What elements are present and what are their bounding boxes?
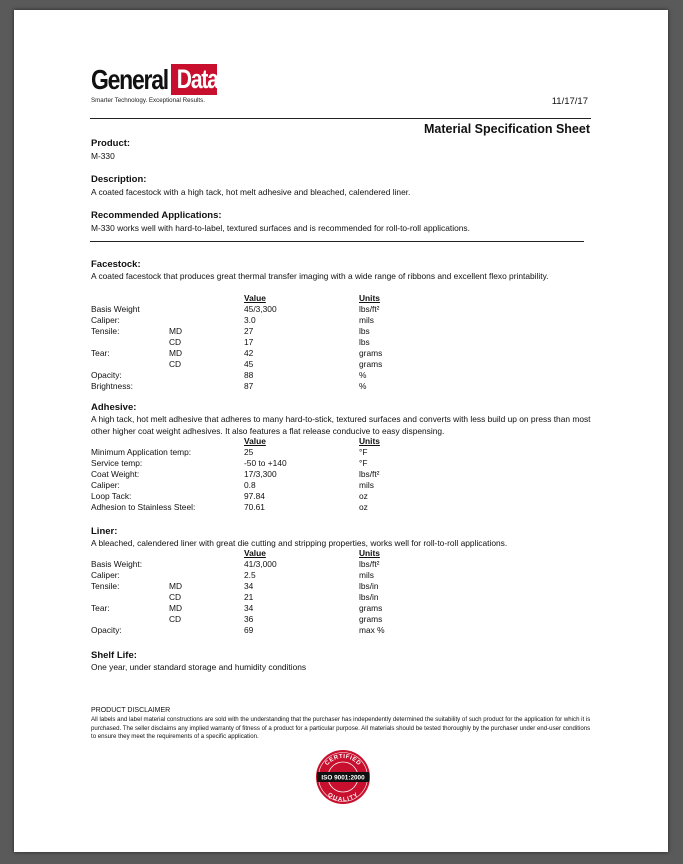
table-row	[14, 469, 668, 480]
section-divider	[90, 241, 584, 242]
direction: CD	[169, 614, 182, 624]
property-unit: mils	[359, 315, 374, 325]
property-value: 17	[244, 337, 254, 347]
table-row	[14, 491, 668, 502]
property-unit: %	[359, 370, 367, 380]
property-value: 42	[244, 348, 254, 358]
direction: MD	[169, 348, 183, 358]
description-label: Description:	[91, 174, 147, 185]
property-name: Tensile:	[91, 581, 120, 591]
table-row	[14, 337, 668, 348]
direction: CD	[169, 337, 182, 347]
property-unit: %	[359, 381, 367, 391]
property-name: Opacity:	[91, 625, 122, 635]
iso-certified-seal	[313, 747, 373, 807]
property-unit: °F	[359, 447, 368, 457]
table-row	[14, 370, 668, 381]
applications-label: Recommended Applications:	[91, 210, 222, 221]
property-value: 70.61	[244, 502, 265, 512]
shelf-life-label: Shelf Life:	[91, 650, 137, 661]
table-row	[14, 625, 668, 636]
property-value: 36	[244, 614, 254, 624]
property-name: Tensile:	[91, 326, 120, 336]
property-value: 27	[244, 326, 254, 336]
logo-wordmark-right: Data	[171, 64, 217, 95]
logo-wordmark-left: General	[91, 64, 168, 95]
table-row	[14, 480, 668, 491]
property-unit: lbs/ft²	[359, 469, 380, 479]
property-unit: mils	[359, 480, 374, 490]
description-text: A coated facestock with a high tack, hot melt adhesive and bleached, calendered liner.	[91, 187, 411, 197]
property-value: 88	[244, 370, 254, 380]
table-row	[14, 447, 668, 458]
property-unit: lbs	[359, 337, 370, 347]
product-value: M-330	[91, 151, 115, 161]
direction: MD	[169, 581, 183, 591]
units-column-header: Units	[359, 436, 380, 446]
table-row	[14, 359, 668, 370]
facestock-label: Facestock:	[91, 259, 141, 270]
property-name: Caliper:	[91, 315, 120, 325]
property-value: -50 to +140	[244, 458, 287, 468]
table-row	[14, 348, 668, 359]
property-value: 21	[244, 592, 254, 602]
property-value: 34	[244, 603, 254, 613]
property-unit: lbs/in	[359, 581, 379, 591]
product-label: Product:	[91, 138, 131, 149]
table-row	[14, 458, 668, 469]
property-value: 41/3,000	[244, 559, 277, 569]
seal-bottom-text: QUALITY	[326, 792, 360, 804]
property-value: 69	[244, 625, 254, 635]
property-name: Opacity:	[91, 370, 122, 380]
table-row	[14, 592, 668, 603]
property-unit: lbs/in	[359, 592, 379, 602]
property-unit: oz	[359, 491, 368, 501]
property-name: Basis Weight:	[91, 559, 143, 569]
direction: MD	[169, 326, 183, 336]
property-name: Brightness:	[91, 381, 133, 391]
property-value: 34	[244, 581, 254, 591]
page-title: Material Specification Sheet	[423, 122, 590, 136]
property-unit: grams	[359, 614, 383, 624]
facestock-text: A coated facestock that produces great thermal transfer imaging with a wide range of ribbons and excellent flexo printability.	[91, 271, 549, 281]
property-unit: grams	[359, 348, 383, 358]
property-value: 45	[244, 359, 254, 369]
property-unit: oz	[359, 502, 368, 512]
table-row	[14, 304, 668, 315]
property-unit: °F	[359, 458, 368, 468]
property-value: 25	[244, 447, 254, 457]
property-name: Service temp:	[91, 458, 143, 468]
property-value: 87	[244, 381, 254, 391]
property-value: 45/3,300	[244, 304, 277, 314]
direction: CD	[169, 592, 182, 602]
property-name: Tear:	[91, 603, 110, 613]
direction: CD	[169, 359, 182, 369]
value-column-header: Value	[244, 548, 266, 558]
table-row	[14, 559, 668, 570]
liner-text: A bleached, calendered liner with great die cutting and stripping properties, works well for roll-to-roll applications.	[91, 538, 508, 548]
adhesive-text: A high tack, hot melt adhesive that adheres to many hard-to-stick, textured surfaces and converts with less build up on press than most other higher coat weight adhesives. It also features a flat release conducive to easy dispensing.	[91, 414, 591, 436]
property-name: Basis Weight	[91, 304, 140, 314]
table-row	[14, 603, 668, 614]
seal-graphic	[313, 747, 373, 807]
table-row	[14, 614, 668, 625]
adhesive-label: Adhesive:	[91, 402, 137, 413]
header-divider	[90, 118, 591, 119]
property-unit: lbs	[359, 326, 370, 336]
adhesive-table-header	[14, 436, 668, 447]
disclaimer-text: All labels and label material constructions are sold with the understanding that the purchaser has independently determined the suitability of such product for the application for which it is purchased. The seller disclaims any implied warranty of fitness of a product for a particular purpose. All materials should be tested thoroughly by the purchaser under end-user conditions to ensure they meet the requirements of a specific application.	[91, 716, 591, 741]
property-unit: grams	[359, 603, 383, 613]
table-row	[14, 315, 668, 326]
liner-table-header	[14, 548, 668, 559]
units-column-header: Units	[359, 548, 380, 558]
document-page	[14, 10, 668, 852]
value-column-header: Value	[244, 293, 266, 303]
property-unit: lbs/ft²	[359, 304, 380, 314]
seal-top-text: CERTIFIED	[324, 753, 362, 768]
property-unit: max %	[359, 625, 385, 635]
property-name: Loop Tack:	[91, 491, 132, 501]
logo-tagline: Smarter Technology. Exceptional Results.	[91, 97, 205, 104]
property-value: 97.84	[244, 491, 265, 501]
table-row	[14, 326, 668, 337]
document-date: 11/17/17	[551, 96, 588, 107]
table-row	[14, 570, 668, 581]
property-name: Adhesion to Stainless Steel:	[91, 502, 196, 512]
property-name: Caliper:	[91, 570, 120, 580]
property-value: 2.5	[244, 570, 256, 580]
applications-text: M-330 works well with hard-to-label, textured surfaces and is recommended for roll-to-roll applications.	[91, 223, 470, 233]
property-unit: lbs/ft²	[359, 559, 380, 569]
property-name: Minimum Application temp:	[91, 447, 192, 457]
units-column-header: Units	[359, 293, 380, 303]
property-unit: mils	[359, 570, 374, 580]
value-column-header: Value	[244, 436, 266, 446]
company-logo	[91, 63, 221, 103]
property-name: Coat Weight:	[91, 469, 140, 479]
property-value: 17/3,300	[244, 469, 277, 479]
property-value: 0.8	[244, 480, 256, 490]
shelf-life-text: One year, under standard storage and humidity conditions	[91, 662, 307, 672]
property-unit: grams	[359, 359, 383, 369]
table-row	[14, 381, 668, 392]
liner-label: Liner:	[91, 526, 118, 537]
property-name: Tear:	[91, 348, 110, 358]
facestock-table-header	[14, 293, 668, 304]
seal-center-text: ISO 9001:2000	[321, 774, 365, 782]
table-row	[14, 502, 668, 513]
table-row	[14, 581, 668, 592]
disclaimer-title: PRODUCT DISCLAIMER	[91, 707, 171, 714]
direction: MD	[169, 603, 183, 613]
property-name: Caliper:	[91, 480, 120, 490]
property-value: 3.0	[244, 315, 256, 325]
